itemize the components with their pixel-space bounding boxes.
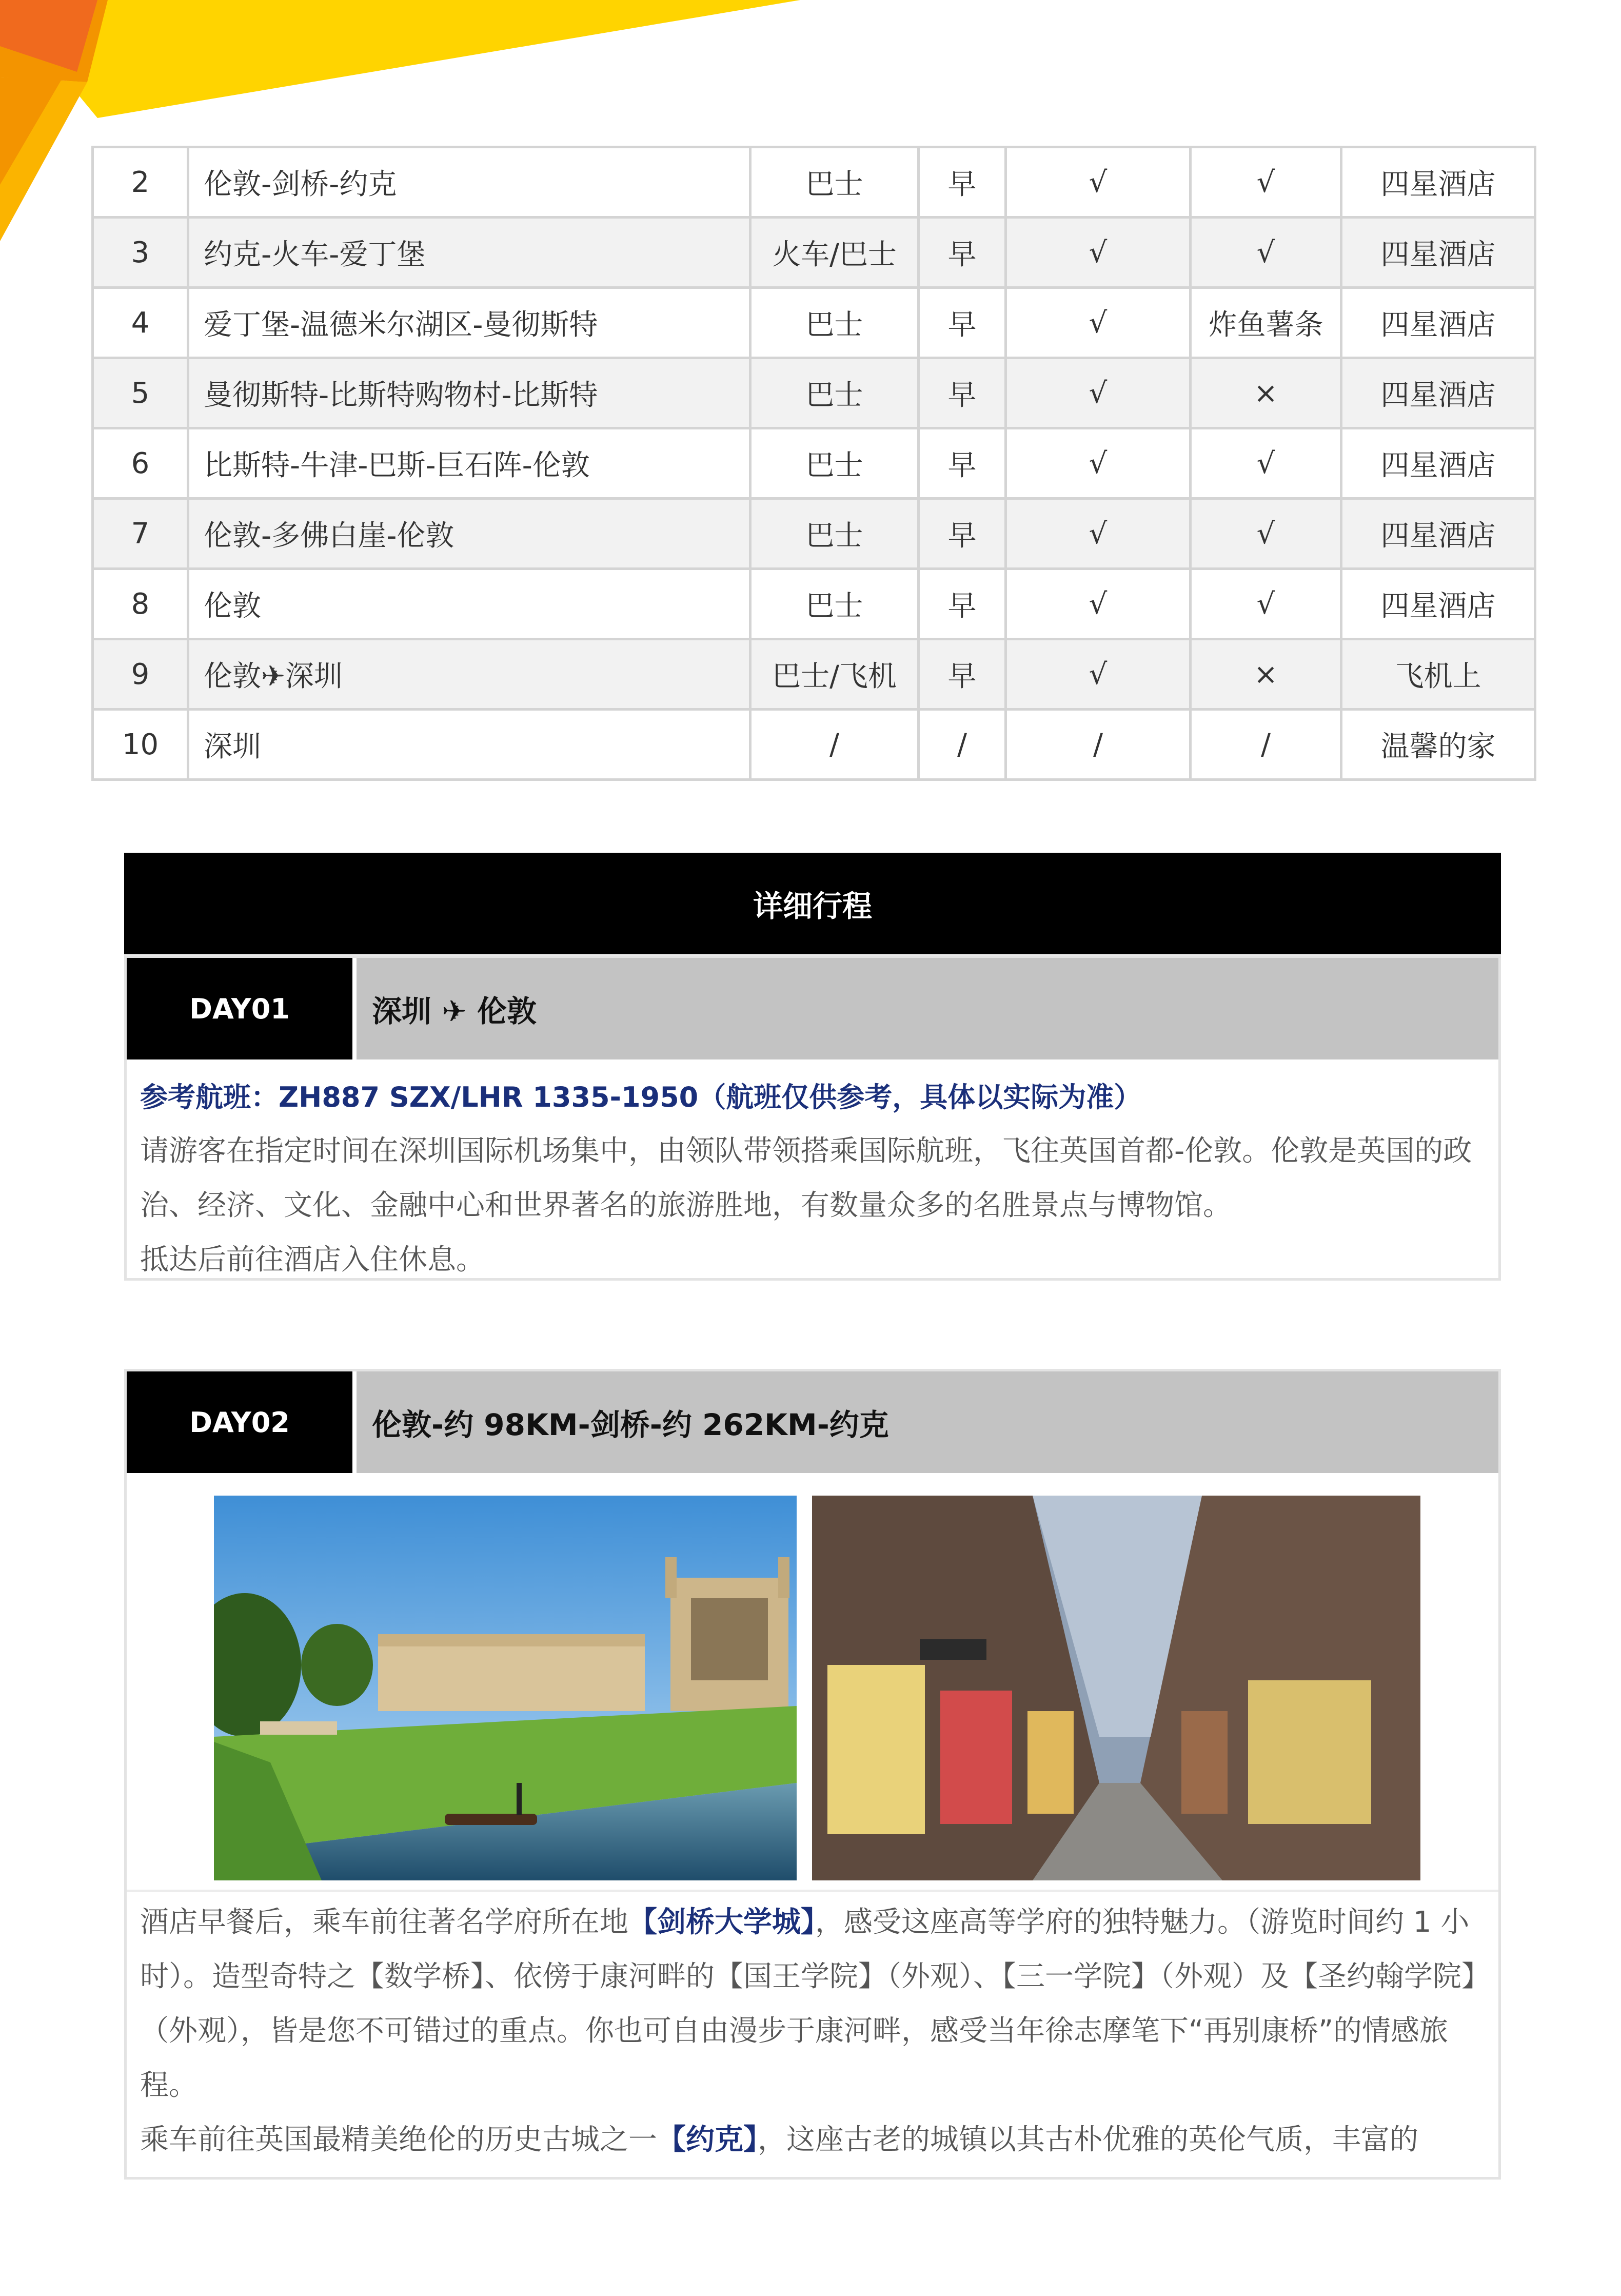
table-row [93,499,1535,569]
table-row [93,710,1535,780]
day02-p1-text-b: ，感受这座高等学府的独特魅力。（游览时间约 1 小时）。造型奇特之【数学桥】、依傍于康河畔的【国王学院】（外观）、【三一学院】（外观）及【圣约翰学院】（外观），皆是您不可错过的重点。你也可自由漫步于康河畔，感受当年徐志摩笔下“再别康桥”的情感旅程。 [140,1906,1476,2102]
cell-day: 7 [93,499,188,569]
cell-day: 5 [93,358,188,428]
day02-p1-text-a: 酒店早餐后，乘车前往著名学府所在地 [140,1906,628,1939]
day01-arrival-note: 抵达后前往酒店入住休息。 [140,1243,485,1277]
cell-day: 2 [93,147,188,218]
cell-dinner: √ [1191,499,1341,569]
cell-transport: 巴士 [750,428,919,499]
cell-transport: 巴士 [750,288,919,358]
cell-transport: 巴士 [750,147,919,218]
table-row [93,639,1535,710]
cell-day: 10 [93,710,188,780]
day01-header [127,958,1498,1059]
cell-dinner: √ [1191,147,1341,218]
cell-dinner: × [1191,639,1341,710]
cell-transport: 火车/巴士 [750,218,919,288]
cell-breakfast: 早 [919,358,1006,428]
day02-cambridge-description [127,1892,1498,2113]
cell-transport: 巴士 [750,358,919,428]
day02-block [124,1369,1501,2180]
cell-dinner: √ [1191,428,1341,499]
itinerary-overview-table [91,146,1536,781]
cell-day: 9 [93,639,188,710]
cell-route: 爱丁堡-温德米尔湖区-曼彻斯特 [188,288,750,358]
cell-hotel: 飞机上 [1341,639,1535,710]
day02-photos [127,1473,1498,1890]
cell-lunch: √ [1006,358,1191,428]
cell-route: 比斯特-牛津-巴斯-巨石阵-伦敦 [188,428,750,499]
cell-dinner: 炸鱼薯条 [1191,288,1341,358]
day01-flight-info: 参考航班：ZH887 SZX/LHR 1335-1950（航班仅供参考，具体以实际为准） [140,1081,1142,1113]
cell-lunch: √ [1006,639,1191,710]
day02-york-description [127,2113,1498,2167]
cell-route: 约克-火车-爱丁堡 [188,218,750,288]
day02-p2-text-b: ，这座古老的城镇以其古朴优雅的英伦气质，丰富的 [758,2123,1418,2156]
cell-transport: 巴士 [750,569,919,639]
cell-transport: 巴士/飞机 [750,639,919,710]
day02-p2-text-a: 乘车前往英国最精美绝伦的历史古城之一 [140,2123,657,2156]
cell-transport: 巴士 [750,499,919,569]
table-row [93,569,1535,639]
table-row [93,218,1535,288]
cell-dinner: × [1191,358,1341,428]
cell-breakfast: 早 [919,218,1006,288]
cell-hotel: 四星酒店 [1341,428,1535,499]
cell-breakfast: 早 [919,147,1006,218]
cell-breakfast: 早 [919,288,1006,358]
cell-hotel: 四星酒店 [1341,358,1535,428]
cell-route: 曼彻斯特-比斯特购物村-比斯特 [188,358,750,428]
cell-dinner: √ [1191,218,1341,288]
day02-title: 伦敦-约 98KM-剑桥-约 262KM-约克 [357,1371,1498,1473]
cell-lunch: √ [1006,288,1191,358]
cell-route: 深圳 [188,710,750,780]
cell-lunch: / [1006,710,1191,780]
cell-day: 3 [93,218,188,288]
cell-breakfast: / [919,710,1006,780]
cell-hotel: 四星酒店 [1341,147,1535,218]
cambridge-photo [214,1496,797,1880]
table-row [93,428,1535,499]
cell-dinner: √ [1191,569,1341,639]
cell-hotel: 四星酒店 [1341,218,1535,288]
day02-label: DAY02 [127,1371,352,1473]
cell-hotel: 温馨的家 [1341,710,1535,780]
cell-breakfast: 早 [919,428,1006,499]
cell-lunch: √ [1006,499,1191,569]
day01-description: 请游客在指定时间在深圳国际机场集中，由领队带领搭乘国际航班，飞往英国首都-伦敦。伦敦是英国的政治、经济、文化、金融中心和世界著名的旅游胜地，有数量众多的名胜景点与博物馆。 [140,1134,1472,1222]
day01-label: DAY01 [127,958,352,1059]
table-row [93,147,1535,218]
cell-breakfast: 早 [919,639,1006,710]
cell-transport: / [750,710,919,780]
cell-route: 伦敦-多佛白崖-伦敦 [188,499,750,569]
cell-route: 伦敦 [188,569,750,639]
cell-breakfast: 早 [919,499,1006,569]
cell-dinner: / [1191,710,1341,780]
table-row [93,288,1535,358]
cell-hotel: 四星酒店 [1341,499,1535,569]
cell-route: 伦敦-剑桥-约克 [188,147,750,218]
cell-breakfast: 早 [919,569,1006,639]
day01-block [124,955,1501,1281]
table-row [93,358,1535,428]
york-highlight: 【约克】 [657,2123,758,2156]
cell-lunch: √ [1006,218,1191,288]
cell-day: 4 [93,288,188,358]
itinerary-heading [124,853,1501,954]
cell-lunch: √ [1006,569,1191,639]
cell-hotel: 四星酒店 [1341,288,1535,358]
day01-title: 深圳 ✈ 伦敦 [357,958,1498,1059]
cell-lunch: √ [1006,428,1191,499]
york-shambles-photo [812,1496,1420,1880]
cell-day: 8 [93,569,188,639]
cell-hotel: 四星酒店 [1341,569,1535,639]
cell-lunch: √ [1006,147,1191,218]
cambridge-highlight: 【剑桥大学城】 [628,1906,815,1939]
itinerary-heading-text: 详细行程 [753,889,872,924]
cell-day: 6 [93,428,188,499]
cell-route: 伦敦✈深圳 [188,639,750,710]
day02-header [127,1371,1498,1473]
